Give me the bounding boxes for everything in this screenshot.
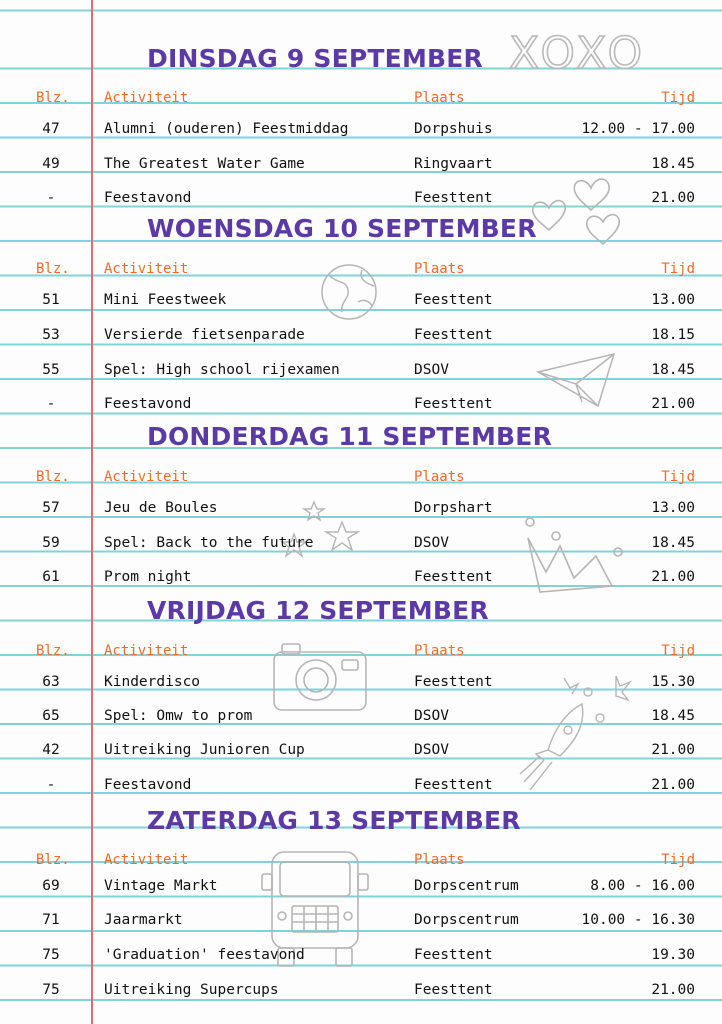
row-activiteit: Feestavond [104, 777, 192, 793]
day-title: WOENSDAG 10 SEPTEMBER [147, 214, 537, 243]
column-header-tijd: Tijd [661, 261, 695, 277]
column-header-activiteit: Activiteit [104, 469, 189, 485]
column-header-activiteit: Activiteit [104, 261, 189, 277]
row-tijd: 13.00 [651, 292, 695, 308]
row-tijd: 21.00 [651, 777, 695, 793]
row-blz: 59 [42, 535, 60, 551]
row-activiteit: Feestavond [104, 190, 192, 206]
row-plaats: Feesttent [414, 982, 493, 998]
row-plaats: Dorpscentrum [414, 878, 519, 894]
row-plaats: DSOV [414, 362, 449, 378]
column-header-tijd: Tijd [661, 852, 695, 868]
row-plaats: Feesttent [414, 777, 493, 793]
crown-icon [520, 516, 630, 602]
column-header-tijd: Tijd [661, 643, 695, 659]
row-plaats: Feesttent [414, 396, 493, 412]
row-activiteit: 'Graduation' feestavond [104, 947, 305, 963]
column-header-blz: Blz. [36, 852, 70, 868]
row-activiteit: Mini Feestweek [104, 292, 227, 308]
margin-line [91, 0, 93, 1024]
row-blz: 47 [42, 121, 60, 137]
row-blz: 75 [42, 982, 60, 998]
row-blz: 71 [42, 912, 60, 928]
row-plaats: Dorpscentrum [414, 912, 519, 928]
row-blz: 69 [42, 878, 60, 894]
svg-text:XOXO: XOXO [509, 28, 647, 78]
row-tijd: 21.00 [651, 396, 695, 412]
row-blz: - [46, 396, 56, 412]
row-activiteit: Jeu de Boules [104, 500, 218, 516]
column-header-plaats: Plaats [414, 643, 465, 659]
column-header-tijd: Tijd [661, 90, 695, 106]
row-plaats: Dorpshart [414, 500, 493, 516]
day-title: VRIJDAG 12 SEPTEMBER [147, 596, 489, 625]
row-activiteit: Prom night [104, 569, 192, 585]
row-activiteit: The Greatest Water Game [104, 156, 305, 172]
row-tijd: 18.45 [651, 535, 695, 551]
row-tijd: 15.30 [651, 674, 695, 690]
row-plaats: Feesttent [414, 947, 493, 963]
row-activiteit: Vintage Markt [104, 878, 218, 894]
row-blz: 61 [42, 569, 60, 585]
row-activiteit: Alumni (ouderen) Feestmiddag [104, 121, 349, 137]
row-plaats: Feesttent [414, 327, 493, 343]
column-header-plaats: Plaats [414, 469, 465, 485]
globe-icon [318, 262, 382, 322]
column-header-activiteit: Activiteit [104, 852, 189, 868]
row-activiteit: Versierde fietsenparade [104, 327, 305, 343]
row-tijd: 8.00 - 16.00 [590, 878, 695, 894]
row-blz: 57 [42, 500, 60, 516]
row-tijd: 18.15 [651, 327, 695, 343]
column-header-plaats: Plaats [414, 852, 465, 868]
row-activiteit: Spel: High school rijexamen [104, 362, 340, 378]
rocket-icon [516, 670, 640, 800]
row-plaats: DSOV [414, 535, 449, 551]
row-blz: - [46, 777, 56, 793]
row-tijd: 19.30 [651, 947, 695, 963]
row-blz: 65 [42, 708, 60, 724]
row-activiteit: Spel: Omw to prom [104, 708, 253, 724]
camera-icon [272, 640, 370, 714]
row-activiteit: Kinderdisco [104, 674, 201, 690]
column-header-blz: Blz. [36, 90, 70, 106]
row-tijd: 18.45 [651, 708, 695, 724]
column-header-blz: Blz. [36, 469, 70, 485]
row-plaats: Feesttent [414, 292, 493, 308]
row-tijd: 21.00 [651, 982, 695, 998]
column-header-activiteit: Activiteit [104, 643, 189, 659]
row-blz: - [46, 190, 56, 206]
paper-plane-icon [536, 352, 618, 410]
row-tijd: 21.00 [651, 742, 695, 758]
row-activiteit: Jaarmarkt [104, 912, 183, 928]
day-title: DONDERDAG 11 SEPTEMBER [147, 422, 553, 451]
row-blz: 63 [42, 674, 60, 690]
column-header-plaats: Plaats [414, 90, 465, 106]
row-plaats: Feesttent [414, 190, 493, 206]
row-tijd: 13.00 [651, 500, 695, 516]
row-blz: 53 [42, 327, 60, 343]
row-tijd: 21.00 [651, 190, 695, 206]
day-title: DINSDAG 9 SEPTEMBER [147, 44, 484, 73]
row-plaats: Feesttent [414, 674, 493, 690]
row-plaats: Feesttent [414, 569, 493, 585]
row-activiteit: Uitreiking Supercups [104, 982, 279, 998]
xoxo-text [505, 22, 685, 78]
row-plaats: DSOV [414, 742, 449, 758]
column-header-activiteit: Activiteit [104, 90, 189, 106]
row-blz: 51 [42, 292, 60, 308]
column-header-plaats: Plaats [414, 261, 465, 277]
row-tijd: 10.00 - 16.30 [581, 912, 695, 928]
column-header-blz: Blz. [36, 643, 70, 659]
row-tijd: 18.45 [651, 156, 695, 172]
column-header-tijd: Tijd [661, 469, 695, 485]
row-blz: 75 [42, 947, 60, 963]
row-plaats: DSOV [414, 708, 449, 724]
row-plaats: Dorpshuis [414, 121, 493, 137]
row-activiteit: Uitreiking Junioren Cup [104, 742, 305, 758]
row-tijd: 12.00 - 17.00 [581, 121, 695, 137]
row-blz: 49 [42, 156, 60, 172]
hearts-icon [525, 158, 635, 258]
row-activiteit: Spel: Back to the future [104, 535, 314, 551]
row-blz: 42 [42, 742, 60, 758]
row-tijd: 21.00 [651, 569, 695, 585]
row-plaats: Ringvaart [414, 156, 493, 172]
day-title: ZATERDAG 13 SEPTEMBER [147, 806, 521, 835]
row-tijd: 18.45 [651, 362, 695, 378]
row-blz: 55 [42, 362, 60, 378]
column-header-blz: Blz. [36, 261, 70, 277]
stars-icon [280, 498, 364, 568]
row-activiteit: Feestavond [104, 396, 192, 412]
